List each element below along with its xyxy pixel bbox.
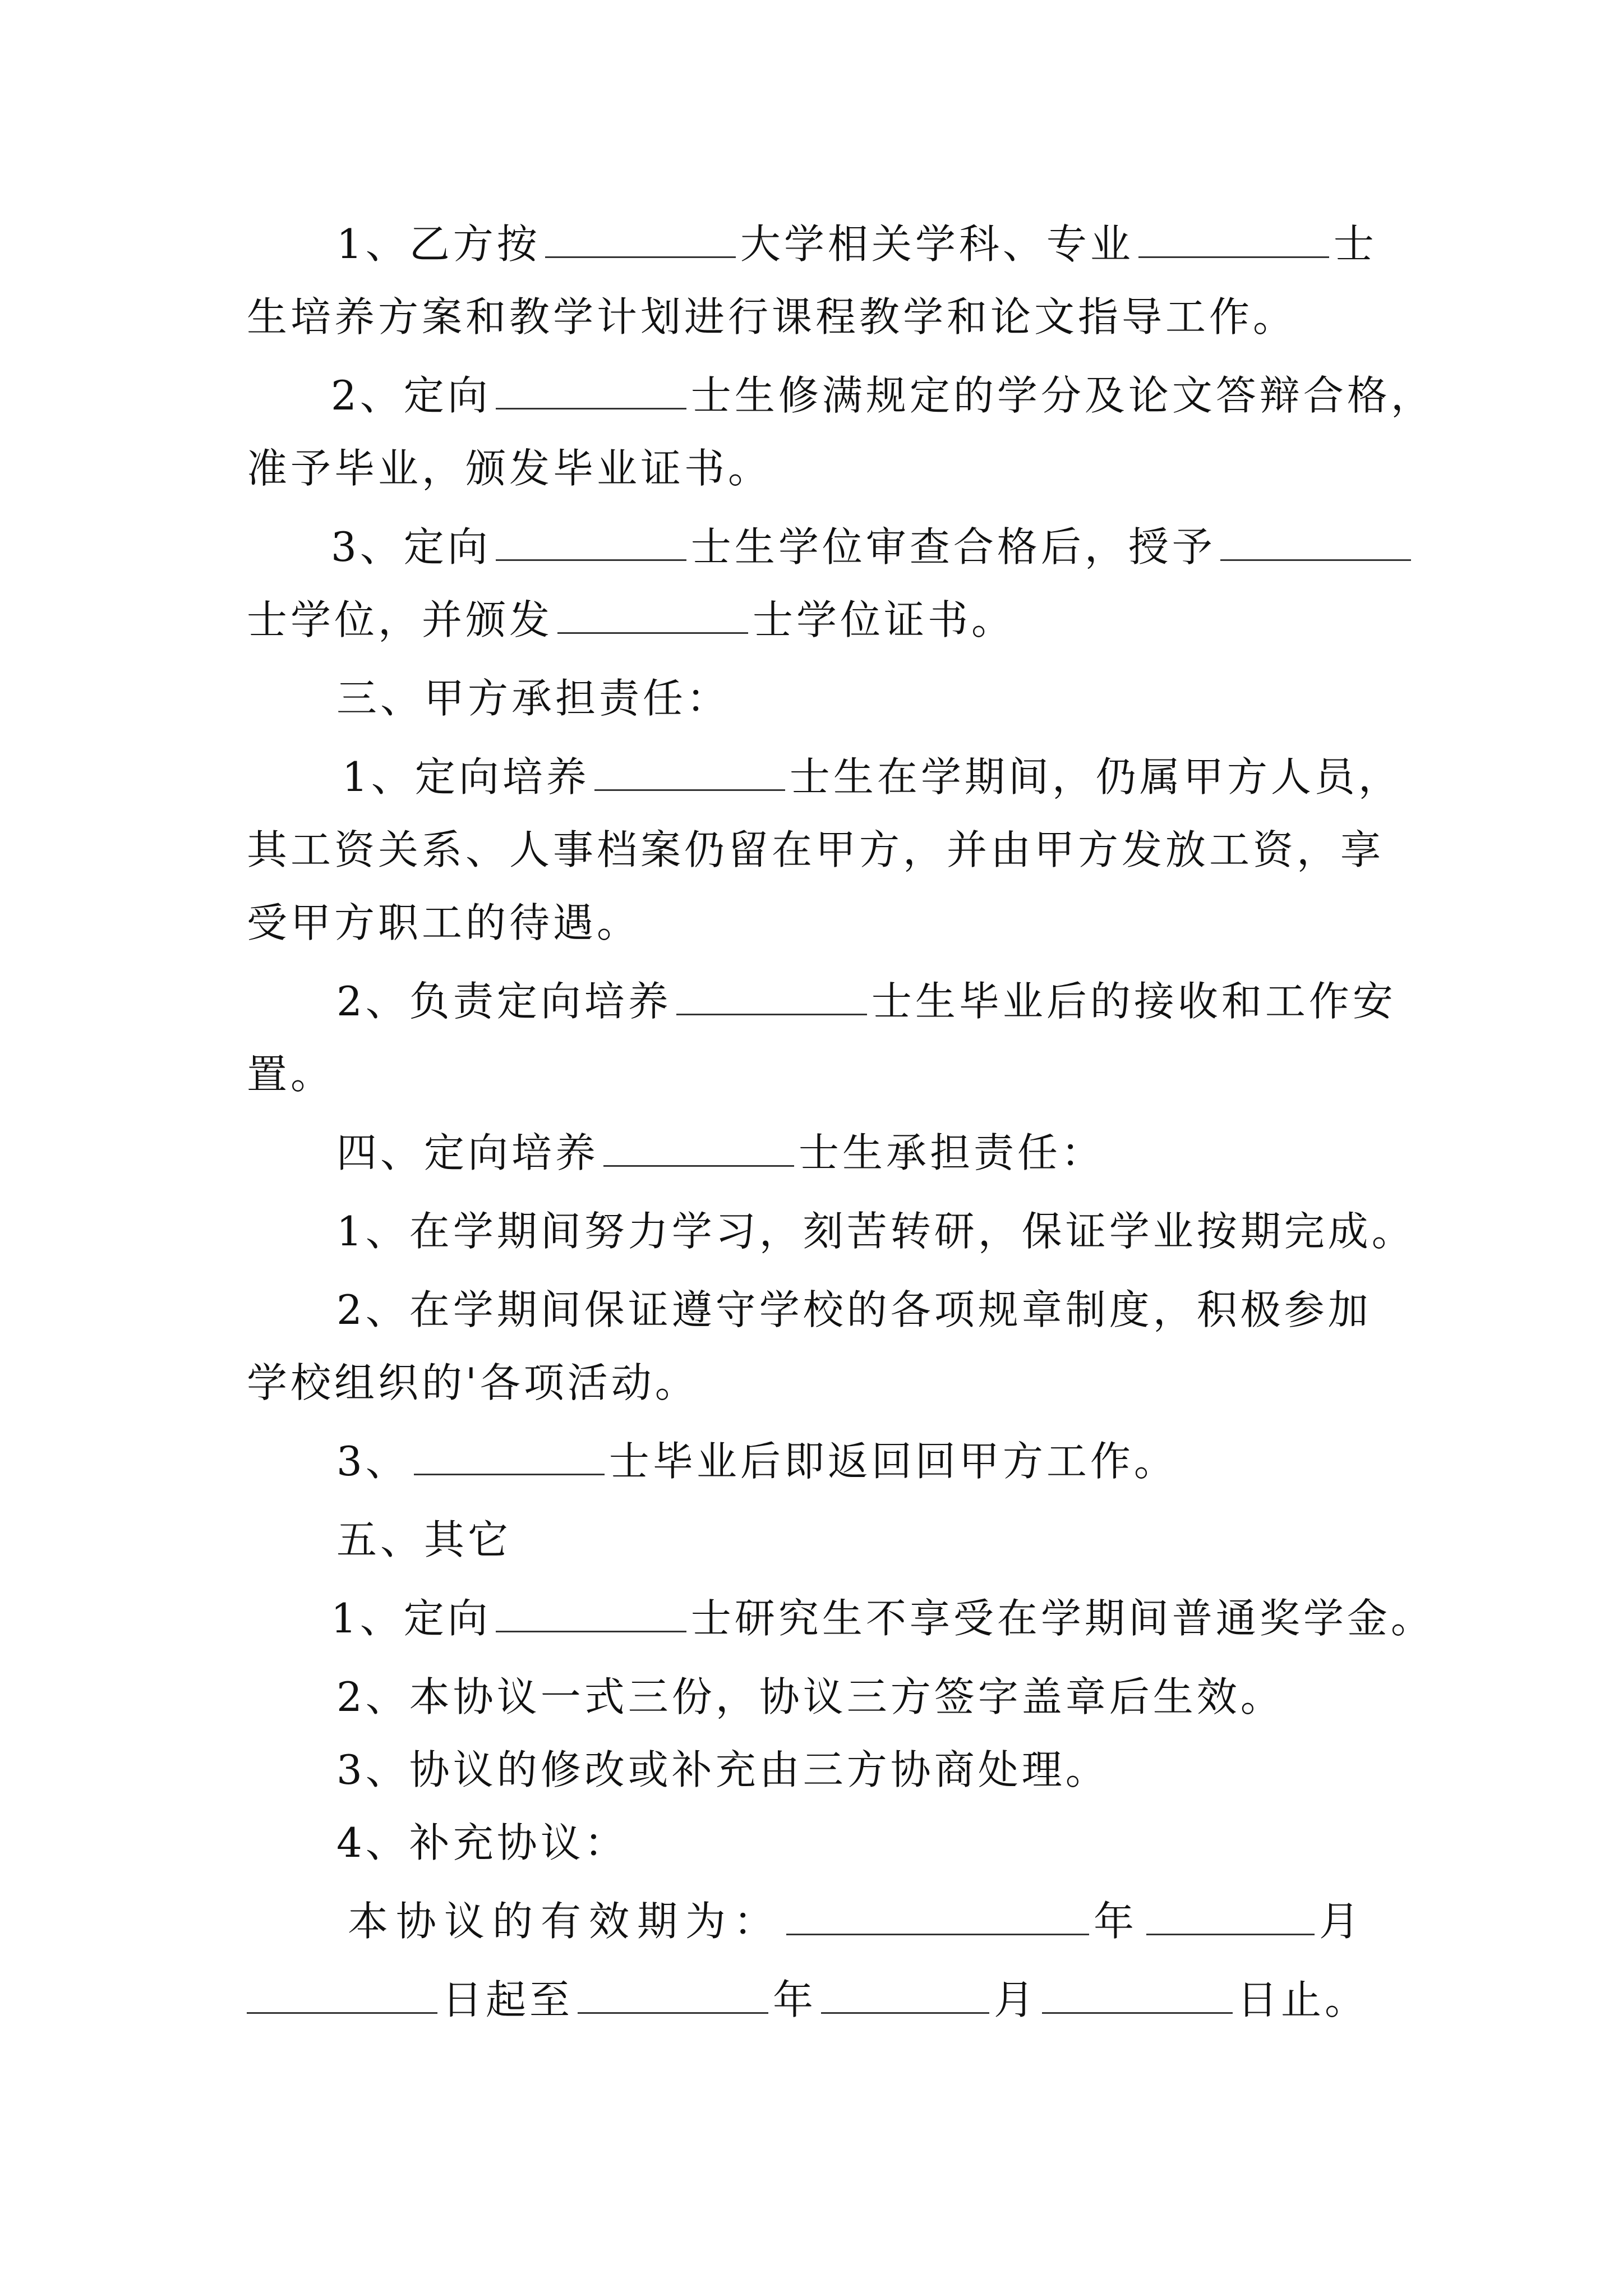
clause-4-1: 1、在学期间努力学习，刻苦转研，保证学业按期完成。 <box>336 1208 1415 1255</box>
validity-line-2: 日起至 年 月 日止。 <box>247 1969 1391 2031</box>
validity-line-1: 本协议的有效期为： 年 月 <box>348 1898 1368 1945</box>
section-5-heading: 五、其它 <box>336 1516 512 1563</box>
clause-4-2-line-1: 2、在学期间保证遵守学校的各项规章制度，积极参加 <box>336 1286 1372 1333</box>
blank-field <box>496 526 686 561</box>
clause-3-2-line-2: 置。 <box>247 1051 335 1098</box>
blank-field <box>603 1131 794 1167</box>
clause-5-2: 2、本协议一式三份，协议三方签字盖章后生效。 <box>336 1673 1284 1720</box>
clause-3-1-line-1: 1、定向培养 士生在学期间，仍属甲方人员， <box>342 753 1402 800</box>
blank-field <box>1138 223 1329 258</box>
blank-field <box>821 1978 989 2014</box>
blank-field <box>1220 526 1411 561</box>
blank-field <box>545 223 736 258</box>
blank-field <box>1146 1900 1315 1935</box>
blank-field <box>1042 1978 1233 2014</box>
section-4-heading: 四、定向培养 士生承担责任： <box>336 1129 1105 1176</box>
blank-field <box>676 980 867 1015</box>
blank-field <box>557 599 748 634</box>
blank-field <box>496 1597 686 1632</box>
clause-2-1-line-1: 1、乙方按 大学相关学科、专业 士 <box>336 220 1377 268</box>
blank-field <box>594 756 785 791</box>
blank-field <box>414 1440 605 1475</box>
clause-2-1-line-2: 生培养方案和教学计划进行课程教学和论文指导工作。 <box>247 293 1297 341</box>
clause-2-3-line-1: 3、定向 士生学位审查合格后，授予 <box>331 516 1475 578</box>
blank-field <box>786 1900 1089 1935</box>
clause-5-3: 3、协议的修改或补充由三方协商处理。 <box>336 1746 1109 1793</box>
clause-5-4: 4、补充协议： <box>336 1819 628 1866</box>
clause-2-2-line-1: 2、定向 士生修满规定的学分及论文答辩合格， <box>331 372 1435 419</box>
clause-3-1-line-2: 其工资关系、人事档案仍留在甲方，并由甲方发放工资，享 <box>247 826 1385 873</box>
blank-field <box>578 1978 768 2014</box>
clause-5-1: 1、定向 士研究生不享受在学期间普通奖学金。 <box>331 1595 1435 1642</box>
clause-4-2-line-2: 学校组织的'各项活动。 <box>247 1359 699 1406</box>
blank-field <box>496 374 686 409</box>
clause-2-3-line-2: 士学位，并颁发 士学位证书。 <box>247 596 1016 643</box>
section-3-heading: 三、甲方承担责任： <box>336 675 731 722</box>
blank-field <box>247 1978 437 2014</box>
clause-3-1-line-3: 受甲方职工的待遇。 <box>247 899 641 946</box>
clause-3-2-line-1: 2、负责定向培养 士生毕业后的接收和工作安 <box>336 978 1396 1025</box>
clause-2-2-line-2: 准予毕业，颁发毕业证书。 <box>247 445 772 492</box>
clause-4-3: 3、 士毕业后即返回回甲方工作。 <box>336 1438 1178 1485</box>
